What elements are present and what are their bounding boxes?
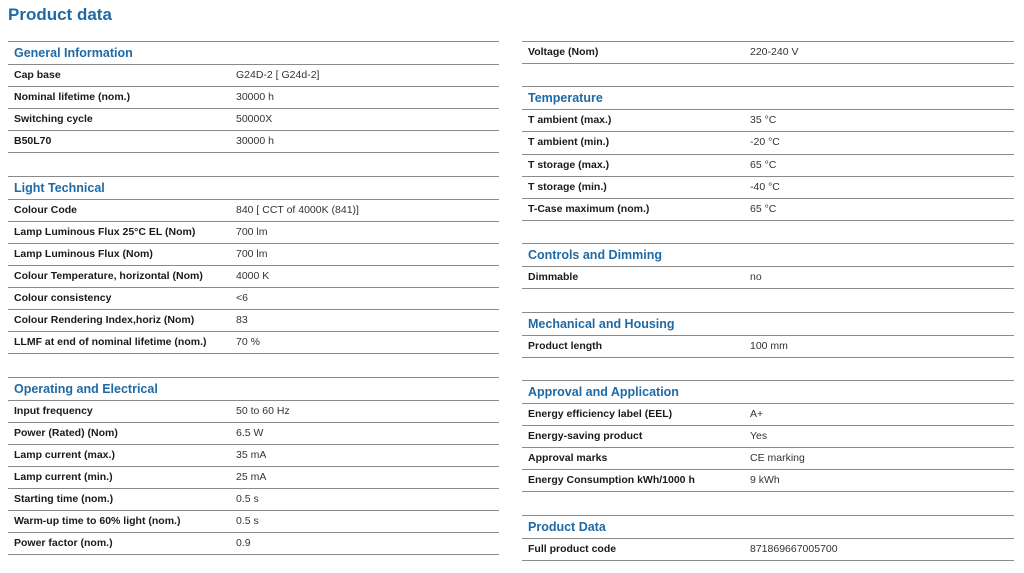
row-value: <6 (236, 292, 248, 305)
row-value: 35 mA (236, 448, 267, 461)
table-row (8, 200, 499, 222)
row-value: 700 lm (236, 225, 268, 238)
row-label: Energy Consumption kWh/1000 h (528, 474, 695, 487)
row-value: 9 kWh (750, 474, 780, 487)
table-row (8, 423, 499, 445)
row-label: T-Case maximum (nom.) (528, 202, 650, 215)
section-approval-and-application (522, 380, 1014, 492)
row-value: 35 °C (750, 114, 777, 127)
section-title: Approval and Application (522, 381, 1014, 404)
table-row (522, 404, 1014, 426)
table-row (8, 310, 499, 332)
row-value: -20 °C (750, 136, 780, 149)
table-row (8, 445, 499, 467)
table-row (522, 448, 1014, 470)
row-label: Lamp current (min.) (14, 470, 113, 483)
table-row (522, 426, 1014, 448)
row-value: -40 °C (750, 180, 780, 193)
section-general-information (8, 41, 499, 153)
page-title: Product data (8, 5, 112, 24)
row-value: 65 °C (750, 158, 777, 171)
row-value: 220-240 V (750, 46, 799, 58)
table-row (8, 266, 499, 288)
row-value: 840 [ CCT of 4000K (841)] (236, 203, 359, 216)
row-label: Full product code (528, 542, 617, 555)
table-row (8, 511, 499, 533)
row-label: Lamp current (max.) (14, 448, 115, 461)
row-value: 700 lm (236, 247, 268, 260)
row-value: G24D-2 [ G24d-2] (236, 69, 320, 81)
section-title: Light Technical (8, 177, 499, 200)
row-label: Dimmable (528, 271, 579, 284)
table-row (8, 332, 499, 354)
table-row (522, 199, 1014, 221)
table-row (8, 288, 499, 310)
table-row (522, 539, 1014, 561)
section-temperature (522, 86, 1014, 220)
row-label: Colour consistency (14, 292, 112, 305)
row-label: T ambient (min.) (528, 136, 610, 149)
row-value: 6.5 W (236, 426, 264, 439)
section-title: Temperature (522, 87, 1014, 110)
section-product-data (522, 515, 1014, 561)
table-row (8, 65, 499, 87)
row-label: Lamp Luminous Flux 25°C EL (Nom) (14, 225, 196, 238)
row-label: Warm-up time to 60% light (nom.) (14, 515, 181, 528)
row-label: Power factor (nom.) (14, 537, 113, 550)
row-value: A+ (750, 407, 764, 420)
row-value: no (750, 271, 762, 284)
section-title: Mechanical and Housing (522, 313, 1014, 336)
row-label: Lamp Luminous Flux (Nom) (14, 247, 153, 260)
row-label: Starting time (nom.) (14, 493, 114, 505)
row-label: Power (Rated) (Nom) (14, 426, 118, 439)
row-value: 0.5 s (236, 515, 259, 528)
left-column (8, 41, 499, 555)
row-label: Colour Rendering Index,horiz (Nom) (14, 314, 195, 327)
table-row (522, 110, 1014, 132)
row-label: Nominal lifetime (nom.) (14, 91, 131, 104)
right-column (522, 41, 1014, 561)
section-untitled (522, 41, 1014, 64)
row-label: B50L70 (14, 135, 52, 148)
section-title: General Information (8, 42, 499, 65)
row-value: 30000 h (236, 91, 274, 104)
row-label: Approval marks (528, 452, 608, 465)
row-label: Voltage (Nom) (528, 46, 599, 58)
row-value: 83 (236, 314, 248, 327)
row-label: Colour Temperature, horizontal (Nom) (14, 269, 203, 282)
table-row (522, 177, 1014, 199)
section-mechanical-and-housing (522, 312, 1014, 358)
table-row (522, 42, 1014, 64)
table-row (8, 467, 499, 489)
table-row (8, 533, 499, 555)
row-label: T storage (min.) (528, 180, 607, 193)
table-row (8, 489, 499, 511)
row-value: 50000X (236, 113, 273, 126)
row-label: Switching cycle (14, 113, 93, 126)
row-value: 0.9 (236, 537, 251, 550)
row-label: Input frequency (14, 404, 93, 417)
row-label: T ambient (max.) (528, 114, 612, 127)
section-controls-and-dimming (522, 243, 1014, 289)
row-value: 4000 K (236, 269, 270, 282)
table-row (522, 336, 1014, 358)
row-label: Colour Code (14, 203, 77, 216)
row-value: CE marking (750, 452, 805, 465)
section-title: Product Data (522, 516, 1014, 539)
row-label: Energy-saving product (528, 430, 643, 443)
section-title: Operating and Electrical (8, 378, 499, 401)
table-row (522, 155, 1014, 177)
row-value: 70 % (236, 336, 260, 349)
table-row (8, 401, 499, 423)
row-label: Cap base (14, 69, 61, 81)
table-row (8, 244, 499, 266)
row-value: Yes (750, 430, 768, 443)
row-value: 0.5 s (236, 493, 259, 505)
section-title: Controls and Dimming (522, 244, 1014, 267)
section-operating-and-electrical (8, 377, 499, 556)
row-label: T storage (max.) (528, 158, 610, 171)
section-light-technical (8, 176, 499, 355)
row-value: 100 mm (750, 339, 788, 352)
row-value: 25 mA (236, 470, 267, 483)
table-row (8, 131, 499, 153)
row-value: 871869667005700 (750, 542, 838, 555)
row-label: Product length (528, 339, 603, 352)
table-row (522, 470, 1014, 492)
row-value: 30000 h (236, 135, 274, 148)
row-value: 65 °C (750, 202, 777, 215)
table-row (8, 87, 499, 109)
row-value: 50 to 60 Hz (236, 404, 290, 417)
table-row (8, 222, 499, 244)
row-label: LLMF at end of nominal lifetime (nom.) (14, 336, 207, 349)
table-row (522, 267, 1014, 289)
table-row (522, 132, 1014, 154)
table-row (8, 109, 499, 131)
row-label: Energy efficiency label (EEL) (528, 407, 673, 420)
